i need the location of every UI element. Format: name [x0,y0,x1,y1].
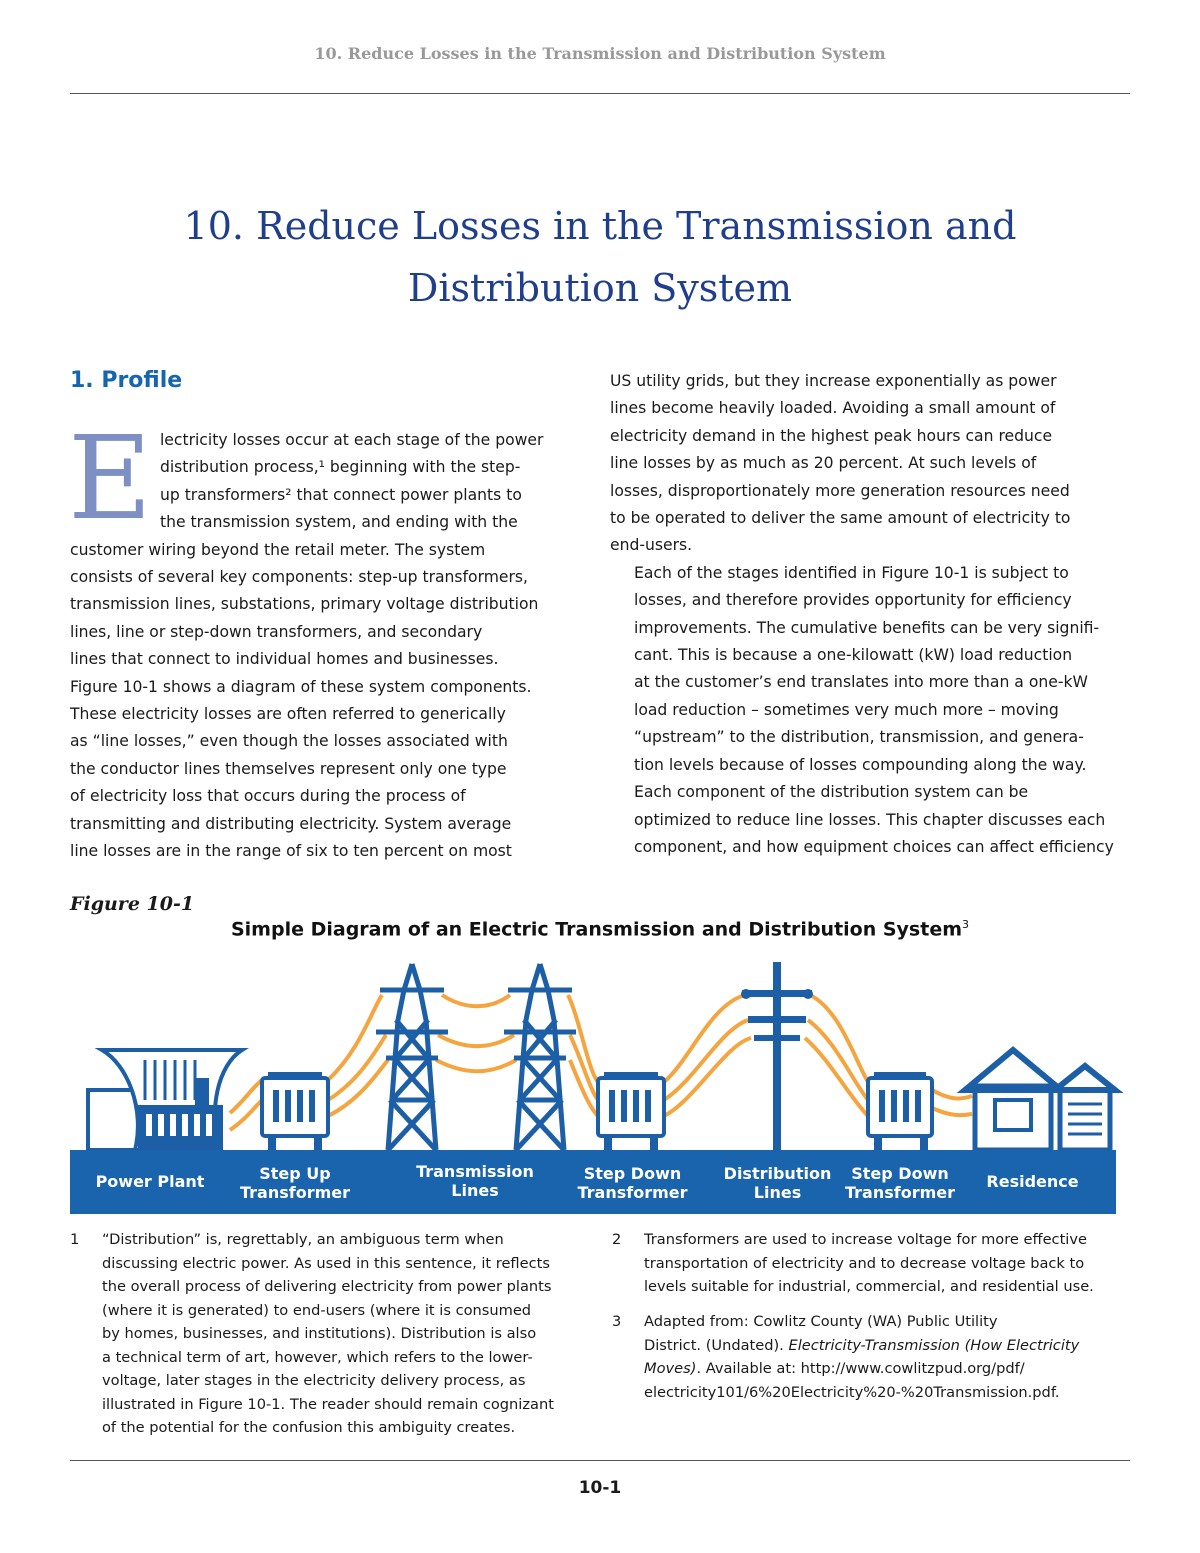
stage-label-line: Distribution [723,1164,832,1183]
text-line: discussing electric power. As used in this sentence, it reflects [102,1254,550,1272]
stage-label-line: Lines [753,1183,802,1202]
footnote-number: 1 [70,1231,80,1248]
source-title: Electricity-Transmission (How Electricity [788,1336,1080,1354]
figure-label: Figure 10-1 [70,893,195,915]
text-line: lines that connect to individual homes and businesses. [70,650,499,669]
source-title: Moves) [644,1360,697,1377]
source-link-text: electricity101/6%20Electricity%20-%20Transmission.pdf. [644,1383,1060,1401]
stage-label-power-plant: Power Plant [95,1172,205,1191]
text-line: up transformers² that connect power plants to [159,485,522,504]
drop-cap: E [68,412,152,546]
stage-label-line: Transformer [577,1183,688,1202]
chapter-title-line-2: Distribution System [407,266,793,310]
text-line: These electricity losses are often referred to generically [70,705,506,724]
stage-label-residence: Residence [986,1172,1079,1191]
footnote-line [644,1357,1132,1381]
text-line: voltage, later stages in the electricity delivery process, as [102,1372,526,1389]
text-line: lectricity losses occur at each stage of the power [159,431,544,449]
step-up-transformer-icon [262,1072,328,1150]
transmission-tower-icon [376,964,448,1150]
figure-title-text: Simple Diagram of an Electric Transmission and Distribution System [230,918,963,941]
figure-title-footnote-ref: 3 [962,918,970,931]
right-column [610,368,1130,861]
text-line: the transmission system, and ending with the [159,513,518,532]
text-line: line losses are in the range of six to ten percent on most [70,842,512,861]
stage-label-line: Transformer [844,1183,955,1202]
text-line: end-users. [610,536,693,555]
power-wires [230,995,972,1130]
text-line: (where it is generated) to end-users (where it is consumed [102,1301,532,1319]
source-link-text: . Available at: http://www.cowlitzpud.org/pdf/ [696,1360,1025,1377]
text-line: a technical term of art, however, which refers to the lower- [102,1348,533,1366]
chapter-title-line-1: 10. Reduce Losses in the Transmission and [183,204,1017,248]
running-head: 10. Reduce Losses in the Transmission and Distribution System [314,44,886,63]
footnote-line: Adapted from: Cowlitz County (WA) Public Utility [644,1313,998,1330]
chapter-title [0,195,1200,319]
text-line: component, and how equipment choices can affect efficiency [634,837,1114,856]
stage-label-transmission-lines [400,1162,550,1200]
utility-pole-icon [741,962,813,1150]
house-icon [965,1050,1115,1150]
text-line: by homes, businesses, and institutions). Distribution is also [102,1325,537,1342]
text-line: lines, line or step-down transformers, and secondary [70,622,483,641]
text-line: to be operated to deliver the same amount of electricity to [610,509,1071,528]
text-line: cant. This is because a one-kilowatt (kW) load reduction [634,646,1073,665]
text-line: electricity demand in the highest peak hours can reduce [610,426,1053,445]
stage-label-step-down-transformer [565,1164,700,1202]
stage-label-step-down-transformer [835,1164,965,1202]
text-line: levels suitable for industrial, commercial, and residential use. [644,1278,1094,1295]
text-line: “Distribution” is, regrettably, an ambiguous term when [102,1231,504,1248]
paragraph [610,779,1130,861]
text-line: consists of several key components: step-up transformers, [70,568,528,587]
footnote-text [644,1228,1132,1299]
stage-label-step-up-transformer [230,1164,360,1202]
footnote-3 [612,1310,1132,1404]
header-rule [70,93,1130,94]
power-plant-icon [88,1050,242,1150]
figure-title [0,918,1200,940]
transmission-diagram [70,950,1130,1214]
text-line: load reduction – sometimes very much more – moving [634,700,1059,719]
text-line: transmitting and distributing electricity. System average [70,814,512,833]
footnote-span: District. (Undated). [644,1336,789,1354]
text-line: losses, disproportionately more generation resources need [610,481,1070,500]
text-line: Each of the stages identified in Figure 10-1 is subject to [634,563,1069,582]
footnote-text [644,1310,1132,1404]
page-number: 10-1 [578,1478,622,1498]
text-line: customer wiring beyond the retail meter. The system [70,540,486,559]
text-line: at the customer’s end translates into more than a one-kW [634,673,1088,692]
footnote-line [644,1334,1132,1358]
text-line: transportation of electricity and to decrease voltage back to [644,1254,1085,1272]
text-line: losses, and therefore provides opportunity for efficiency [634,591,1072,610]
stage-label-line: Lines [451,1181,499,1200]
step-down-transformer-icon [868,1072,932,1150]
text-line: lines become heavily loaded. Avoiding a small amount of [610,399,1056,418]
text-line: transmission lines, substations, primary voltage distribution [70,595,539,614]
text-line: of electricity loss that occurs during the process of [70,787,466,806]
text-line: Figure 10-1 shows a diagram of these system components. [70,677,532,696]
stage-label-distribution-lines [710,1164,845,1202]
footnote-text [102,1228,595,1440]
text-line: the conductor lines themselves represent only one type [70,759,507,778]
paragraph [610,368,1130,560]
stage-label-line: Transformer [239,1183,350,1202]
section-heading: 1. Profile [70,368,183,393]
text-line: of the potential for the confusion this ambiguity creates. [102,1419,516,1436]
transmission-tower-icon [504,964,576,1150]
text-line: line losses by as much as 20 percent. At such levels of [610,454,1037,473]
text-line: Each component of the distribution system can be [634,783,1029,802]
stage-label-line: Transmission [416,1162,534,1181]
text-line: improvements. The cumulative benefits can be very signifi- [634,618,1100,637]
left-column [68,412,588,866]
text-line: illustrated in Figure 10-1. The reader should remain cognizant [102,1395,554,1413]
footnote-number: 2 [612,1231,622,1248]
footer-rule [70,1460,1130,1461]
text-line: tion levels because of losses compounding along the way. [634,755,1087,774]
text-line: as “line losses,” even though the losses associated with [70,732,508,751]
text-line: US utility grids, but they increase exponentially as power [610,372,1057,390]
footnote-number: 3 [612,1313,622,1330]
step-down-transformer-icon [598,1072,664,1150]
stage-label-line: Step Down [851,1164,949,1183]
stage-label-line: Step Down [583,1164,682,1183]
footnote-1 [70,1228,595,1440]
stage-label-line: Step Up [259,1164,331,1183]
text-line: the overall process of delivering electricity from power plants [102,1278,552,1295]
text-line: distribution process,¹ beginning with the step- [159,458,521,477]
text-line: “upstream” to the distribution, transmission, and genera- [634,728,1084,747]
paragraph [610,560,1130,779]
text-line: Transformers are used to increase voltage for more effective [644,1231,1087,1248]
footnote-2 [612,1228,1132,1299]
text-line: optimized to reduce line losses. This chapter discusses each [634,810,1106,829]
